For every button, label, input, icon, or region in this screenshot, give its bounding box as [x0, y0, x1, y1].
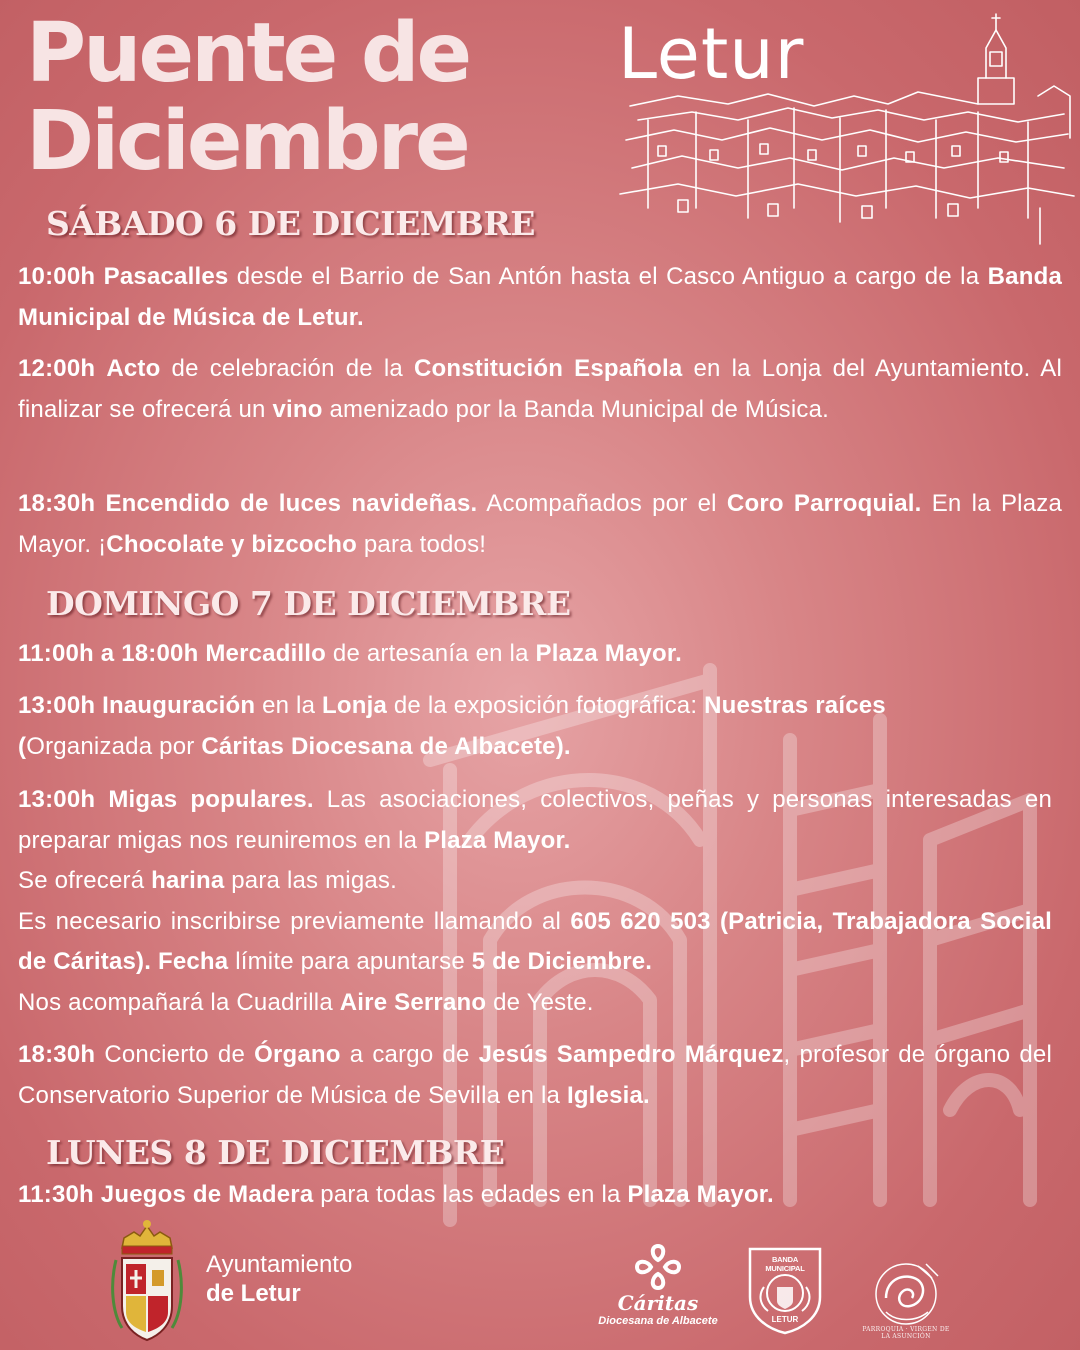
event-time: 12:00h	[18, 355, 96, 382]
event-text: para las migas.	[224, 867, 397, 894]
event-highlight: Aire Serrano	[339, 988, 487, 1016]
event-text: Las asociaciones, colectivos, peñas y personas interesadas en preparar migas nos reuniremos en la	[18, 786, 1053, 854]
banda-top-text: BANDA MUNICIPAL	[765, 1255, 805, 1273]
ayuntamiento-label	[206, 1250, 352, 1308]
day-heading-sunday: DOMINGO 7 DE DICIEMBRE	[46, 584, 571, 623]
event-title: Migas populares.	[108, 786, 314, 813]
event-item	[18, 634, 1062, 675]
parroquia-logo	[856, 1248, 956, 1338]
event-text: Es necesario inscribirse previamente llamando al	[18, 907, 571, 935]
event-item	[18, 257, 1062, 338]
event-time: 10:00h	[18, 263, 96, 290]
event-highlight: Constitución Española	[414, 355, 683, 382]
event-text: En la Plaza Mayor. ¡	[18, 490, 1062, 558]
event-highlight: Lonja	[322, 692, 387, 719]
event-text: amenizado por la Banda Municipal de Música.	[322, 395, 830, 423]
event-highlight: Plaza Mayor.	[424, 826, 571, 854]
event-highlight: Órgano	[254, 1041, 341, 1068]
event-text: Organizada por	[26, 732, 202, 760]
page-title	[26, 6, 470, 189]
event-highlight: Coro Parroquial.	[726, 490, 922, 517]
event-title: Acto	[106, 355, 161, 382]
event-time: 11:30h	[18, 1181, 94, 1208]
event-highlight: 5 de Diciembre.	[471, 948, 653, 975]
event-text: a cargo de	[340, 1041, 479, 1068]
caritas-cross-icon	[633, 1242, 683, 1292]
event-highlight: 605 620 503 (Patricia, Trabajadora Social de Cáritas). Fecha	[18, 907, 1052, 975]
caritas-name: Cáritas	[617, 1291, 699, 1315]
event-text: de celebración de la	[160, 355, 414, 382]
event-highlight: vino	[272, 395, 323, 423]
event-text: para todos!	[357, 530, 487, 558]
event-time: 13:00h	[18, 786, 96, 813]
title-line-1: Puente de	[26, 6, 470, 101]
event-highlight: ).	[555, 732, 571, 760]
day-heading-saturday: SÁBADO 6 DE DICIEMBRE	[46, 204, 535, 243]
event-text: Concierto de	[95, 1041, 255, 1068]
banda-bottom-text: LETUR	[771, 1315, 799, 1324]
day-heading-monday: LUNES 8 DE DICIEMBRE	[46, 1133, 505, 1172]
event-text: en la	[255, 692, 322, 719]
event-title: Inauguración	[102, 692, 256, 719]
event-highlight: Banda Municipal de Música de Letur.	[18, 263, 1062, 331]
event-item	[18, 484, 1062, 565]
event-text: , profesor de órgano del Conservatorio Superior de Música de Sevilla en la	[18, 1041, 1053, 1109]
event-highlight: harina	[151, 867, 225, 894]
town-name: Letur	[618, 13, 805, 95]
event-text: desde el Barrio de San Antón hasta el Casco Antiguo a cargo de la	[228, 263, 988, 290]
event-text: de Yeste.	[486, 988, 594, 1016]
event-highlight: Nuestras raíces	[704, 692, 886, 719]
event-item	[18, 1035, 1052, 1116]
ayuntamiento-line-1: Ayuntamiento	[206, 1251, 353, 1278]
event-item	[18, 686, 1052, 767]
coat-of-arms-icon	[108, 1214, 186, 1348]
event-text: de la exposición fotográfica:	[387, 692, 705, 719]
event-highlight: Plaza Mayor.	[535, 640, 682, 667]
event-title: Pasacalles	[103, 263, 229, 290]
event-text: límite para apuntarse	[228, 948, 472, 975]
event-item	[18, 1175, 1062, 1216]
event-text: Nos acompañará la Cuadrilla	[18, 988, 340, 1016]
event-time: 13:00h	[18, 692, 96, 719]
event-text: Acompañados por el	[477, 490, 727, 517]
event-time: 18:30h	[18, 1041, 96, 1068]
event-text: para todas las edades en la	[313, 1181, 628, 1208]
parroquia-emblem-icon	[856, 1248, 956, 1338]
ayuntamiento-line-2: de Letur	[206, 1280, 301, 1307]
event-item	[18, 780, 1052, 1023]
parroquia-text: PARROQUIA · VIRGEN DE LA ASUNCIÓN	[862, 1326, 950, 1340]
event-text: de artesanía en la	[326, 640, 536, 667]
event-title: Encendido de luces navideñas.	[105, 490, 478, 517]
event-text: en la Lonja del Ayuntamiento. Al finalizar se ofrecerá un	[18, 355, 1063, 423]
banda-municipal-logo	[744, 1243, 826, 1335]
event-title: Mercadillo	[205, 640, 327, 667]
caritas-logo	[590, 1242, 726, 1334]
event-title: Juegos de Madera	[100, 1181, 314, 1208]
event-time: 18:30h	[18, 490, 96, 517]
event-highlight: Iglesia.	[566, 1081, 650, 1109]
title-line-2: Diciembre	[26, 94, 468, 189]
event-highlight: Jesús Sampedro Márquez	[478, 1041, 784, 1068]
event-highlight: Cáritas Diocesana de Albacete	[201, 732, 556, 760]
event-highlight: Plaza Mayor.	[627, 1181, 774, 1208]
event-highlight: Chocolate y bizcocho	[106, 530, 357, 558]
event-text: Se ofrecerá	[18, 867, 152, 894]
event-time: 11:00h a 18:00h	[18, 640, 199, 667]
event-highlight: (	[18, 732, 27, 760]
caritas-subtitle: Diocesana de Albacete	[598, 1315, 718, 1327]
event-item	[18, 349, 1062, 430]
